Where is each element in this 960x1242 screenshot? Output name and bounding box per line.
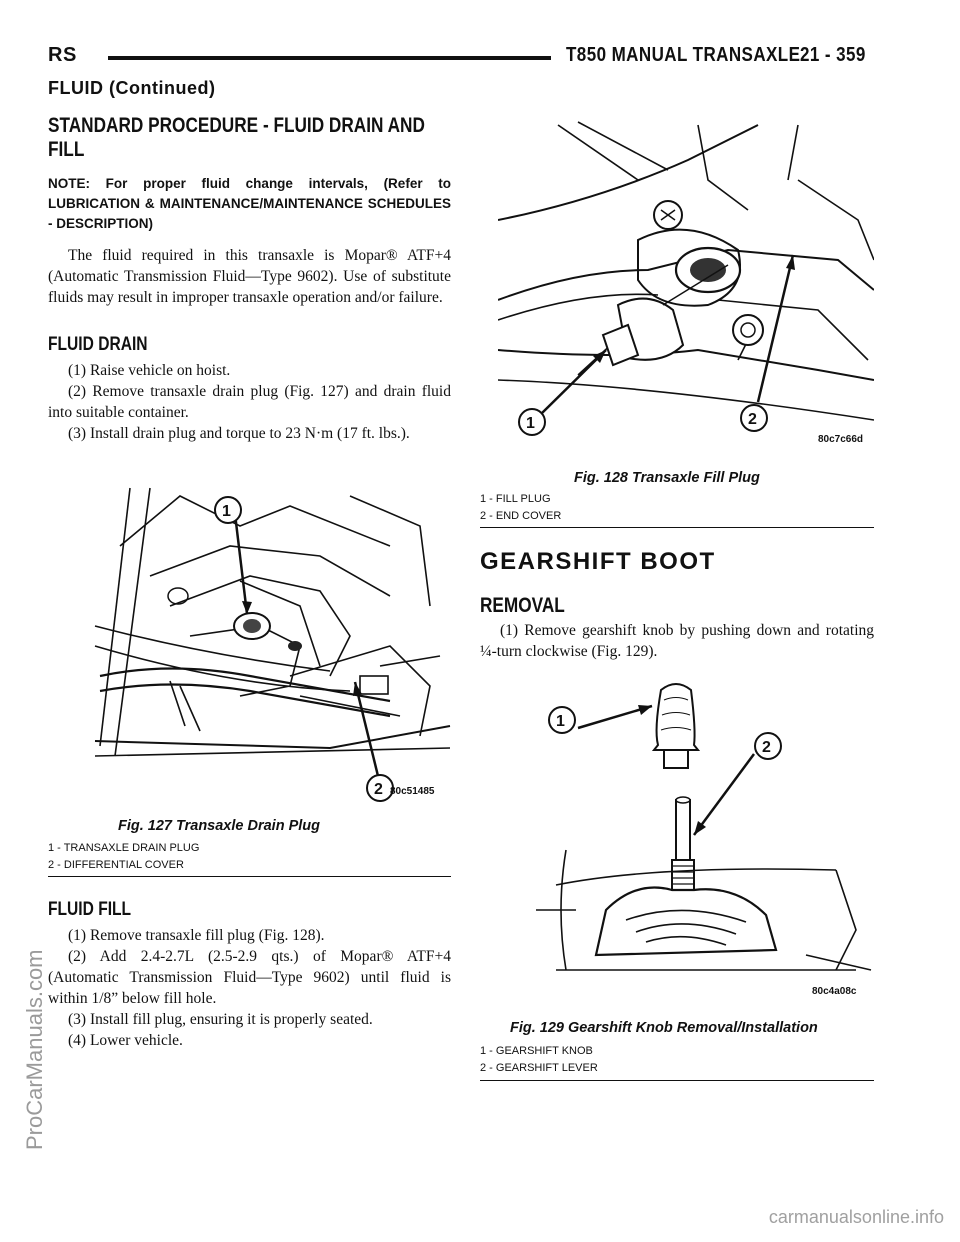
- fig128-callout: 2: [748, 411, 757, 428]
- fig129-rule: [480, 1080, 874, 1081]
- section-title-line2: FILL: [48, 138, 85, 161]
- fluid-drain-heading: FLUID DRAIN: [48, 334, 148, 355]
- header-rule: [108, 56, 551, 60]
- fig127-callout: 1: [222, 503, 231, 520]
- drain-steps: [48, 360, 451, 444]
- footer-watermark: carmanualsonline.info: [768, 1207, 944, 1227]
- fill-step: (4) Lower vehicle.: [68, 1032, 183, 1049]
- gearshift-boot-title: GEARSHIFT BOOT: [480, 548, 716, 575]
- fig128-caption: Fig. 128 Transaxle Fill Plug: [574, 470, 760, 486]
- legend-item: 1 - FILL PLUG: [480, 493, 551, 505]
- fig129-callout: 1: [556, 713, 565, 730]
- removal-heading: REMOVAL: [480, 594, 565, 617]
- fig129-callout: 2: [762, 739, 771, 756]
- header-page-number: 21 - 359: [800, 44, 866, 66]
- legend-item: 2 - DIFFERENTIAL COVER: [48, 859, 184, 871]
- continued-heading: FLUID (Continued): [48, 78, 216, 98]
- removal-step: (1) Remove gearshift knob by pushing down and rotating ¼-turn clockwise (Fig. 129).: [480, 622, 874, 660]
- legend-item: 2 - END COVER: [480, 510, 562, 522]
- header-title: T850 MANUAL TRANSAXLE: [566, 44, 801, 66]
- section-title: [48, 114, 425, 162]
- legend-item: 2 - GEARSHIFT LEVER: [480, 1062, 598, 1074]
- fill-step: (2) Add 2.4-2.7L (2.5-2.9 qts.) of Mopar® ATF+4 (Automatic Transmission Fluid—Type 9602) until fluid is within 1/8” below fill hole.: [48, 948, 451, 1007]
- fill-steps: [48, 925, 451, 1051]
- intro-paragraph: The fluid required in this transaxle is Mopar® ATF+4 (Automatic Transmission Fluid—Type 9602). Use of substitute fluids may result in improper transaxle operation and/or failure.: [48, 247, 451, 306]
- figure-127-drain-plug: [90, 486, 452, 806]
- fig127-callout: 2: [374, 781, 383, 798]
- legend-item: 1 - TRANSAXLE DRAIN PLUG: [48, 842, 200, 854]
- fig128-legend: [480, 491, 561, 525]
- fluid-fill-heading: FLUID FILL: [48, 899, 132, 920]
- fig129-code: 80c4a08c: [812, 986, 857, 997]
- fig128-callout: 1: [526, 415, 535, 432]
- note-text: NOTE: For proper fluid change intervals, (Refer to LUBRICATION & MAINTENANCE/MAINTENANCE SCHEDULES - DESCRIPTION): [48, 176, 451, 231]
- side-watermark: ProCarManuals.com: [22, 949, 47, 1150]
- legend-item: 1 - GEARSHIFT KNOB: [480, 1045, 593, 1057]
- fill-step: (1) Remove transaxle fill plug (Fig. 128).: [68, 927, 325, 944]
- figure-128-fill-plug: [498, 120, 874, 460]
- fig127-code: 80c51485: [390, 786, 435, 797]
- header-section-code: RS: [48, 44, 77, 66]
- fig127-rule: [48, 876, 451, 877]
- drain-step: (2) Remove transaxle drain plug (Fig. 127) and drain fluid into suitable container.: [48, 383, 451, 421]
- fill-step: (3) Install fill plug, ensuring it is properly seated.: [68, 1011, 373, 1028]
- section-title-line1: STANDARD PROCEDURE - FLUID DRAIN AND: [48, 114, 425, 137]
- figure-129-gearshift-knob: [536, 670, 876, 1000]
- drain-step: (3) Install drain plug and torque to 23 N·m (17 ft. lbs.).: [68, 425, 410, 442]
- fig128-rule: [480, 527, 874, 528]
- fig129-caption: Fig. 129 Gearshift Knob Removal/Installation: [510, 1020, 818, 1036]
- drain-step: (1) Raise vehicle on hoist.: [68, 362, 231, 379]
- fig128-code: 80c7c66d: [818, 434, 864, 445]
- fig129-legend: [480, 1043, 598, 1077]
- fig127-caption: Fig. 127 Transaxle Drain Plug: [118, 818, 321, 834]
- fig127-legend: [48, 840, 199, 874]
